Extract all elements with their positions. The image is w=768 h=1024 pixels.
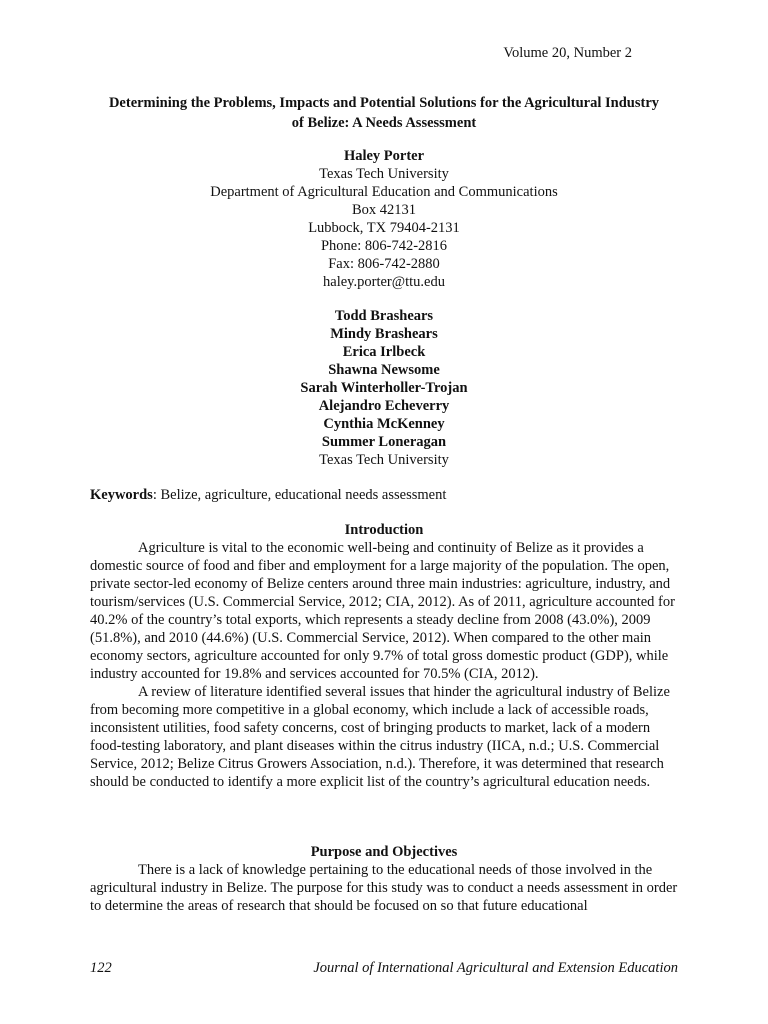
lead-author-phone: Phone: 806-742-2816 (320, 238, 448, 254)
lead-author-block (90, 147, 678, 291)
coauthor-name: Mindy Brashears (330, 326, 438, 342)
coauthor-name: Todd Brashears (334, 308, 434, 324)
lead-author-fax: Fax: 806-742-2880 (328, 256, 440, 272)
lead-author-name: Haley Porter (343, 148, 425, 164)
coauthor-name: Summer Loneragan (321, 434, 447, 450)
introduction-paragraph: A review of literature identified several issues that hinder the agricultural industry of Belize from becoming more competitive in a global economy, which include a lack of accessible roads, inconsistent utilities, food safety concerns, cost of bringing products to market, lack of a modern food-testing laboratory, and plant diseases within the citrus industry (IICA, n.d.; U.S. Commercial Service, 2012; Belize Citrus Growers Association, n.d.). Therefore, it was determined that research should be conducted to identify a more explicit list of the country’s agricultural education needs. (90, 684, 670, 790)
coauthor-name: Sarah Winterholler-Trojan (300, 380, 468, 396)
title-line-2: of Belize: A Needs Assessment (291, 115, 477, 131)
lead-author-box: Box 42131 (351, 202, 417, 218)
coauthor-block (90, 307, 678, 469)
purpose-heading: Purpose and Objectives (310, 844, 458, 860)
lead-author-department: Department of Agricultural Education and Communications (210, 184, 558, 200)
coauthor-name: Cynthia McKenney (323, 416, 445, 432)
journal-name: Journal of International Agricultural and Extension Education (313, 960, 678, 976)
lead-author-city: Lubbock, TX 79404-2131 (308, 220, 460, 236)
purpose-body (90, 861, 678, 915)
coauthor-name: Erica Irlbeck (342, 344, 426, 360)
keywords-text: : Belize, agriculture, educational needs assessment (152, 487, 447, 503)
introduction-heading: Introduction (344, 522, 424, 538)
purpose-paragraph: There is a lack of knowledge pertaining to the educational needs of those involved in the agricultural industry in Belize. The purpose for this study was to conduct a needs assessment in order to determine the areas of research that should be focused on so that future educational (90, 862, 678, 914)
coauthor-affiliation: Texas Tech University (319, 452, 449, 468)
title-line-1: Determining the Problems, Impacts and Potential Solutions for the Agricultural Industry (108, 95, 660, 111)
paper-title (90, 93, 678, 133)
page-number: 122 (90, 960, 112, 976)
volume-header: Volume 20, Number 2 (503, 45, 632, 61)
keywords-line (90, 486, 678, 504)
lead-author-email: haley.porter@ttu.edu (323, 274, 445, 290)
keywords-label: Keywords (90, 487, 153, 503)
coauthor-name: Shawna Newsome (328, 362, 440, 378)
introduction-body (90, 539, 678, 791)
introduction-paragraph: Agriculture is vital to the economic well-being and continuity of Belize as it provides a domestic source of food and fiber and employment for a large majority of the population. The open, private sector-led economy of Belize centers around three main industries: agriculture, industry, and tourism/services (U.S. Commercial Service, 2012; CIA, 2012). As of 2011, agriculture accounted for 40.2% of the country’s total exports, which represents a steady decline from 2008 (43.0%), 2009 (51.8%), and 2010 (44.6%) (U.S. Commercial Service, 2012). When compared to the other main economy sectors, agriculture accounted for only 9.7% of total gross domestic product (GDP), while industry accounted for 19.8% and services accounted for 70.5% (CIA, 2012). (90, 540, 675, 682)
coauthor-name: Alejandro Echeverry (318, 398, 450, 414)
lead-author-affiliation: Texas Tech University (319, 166, 449, 182)
